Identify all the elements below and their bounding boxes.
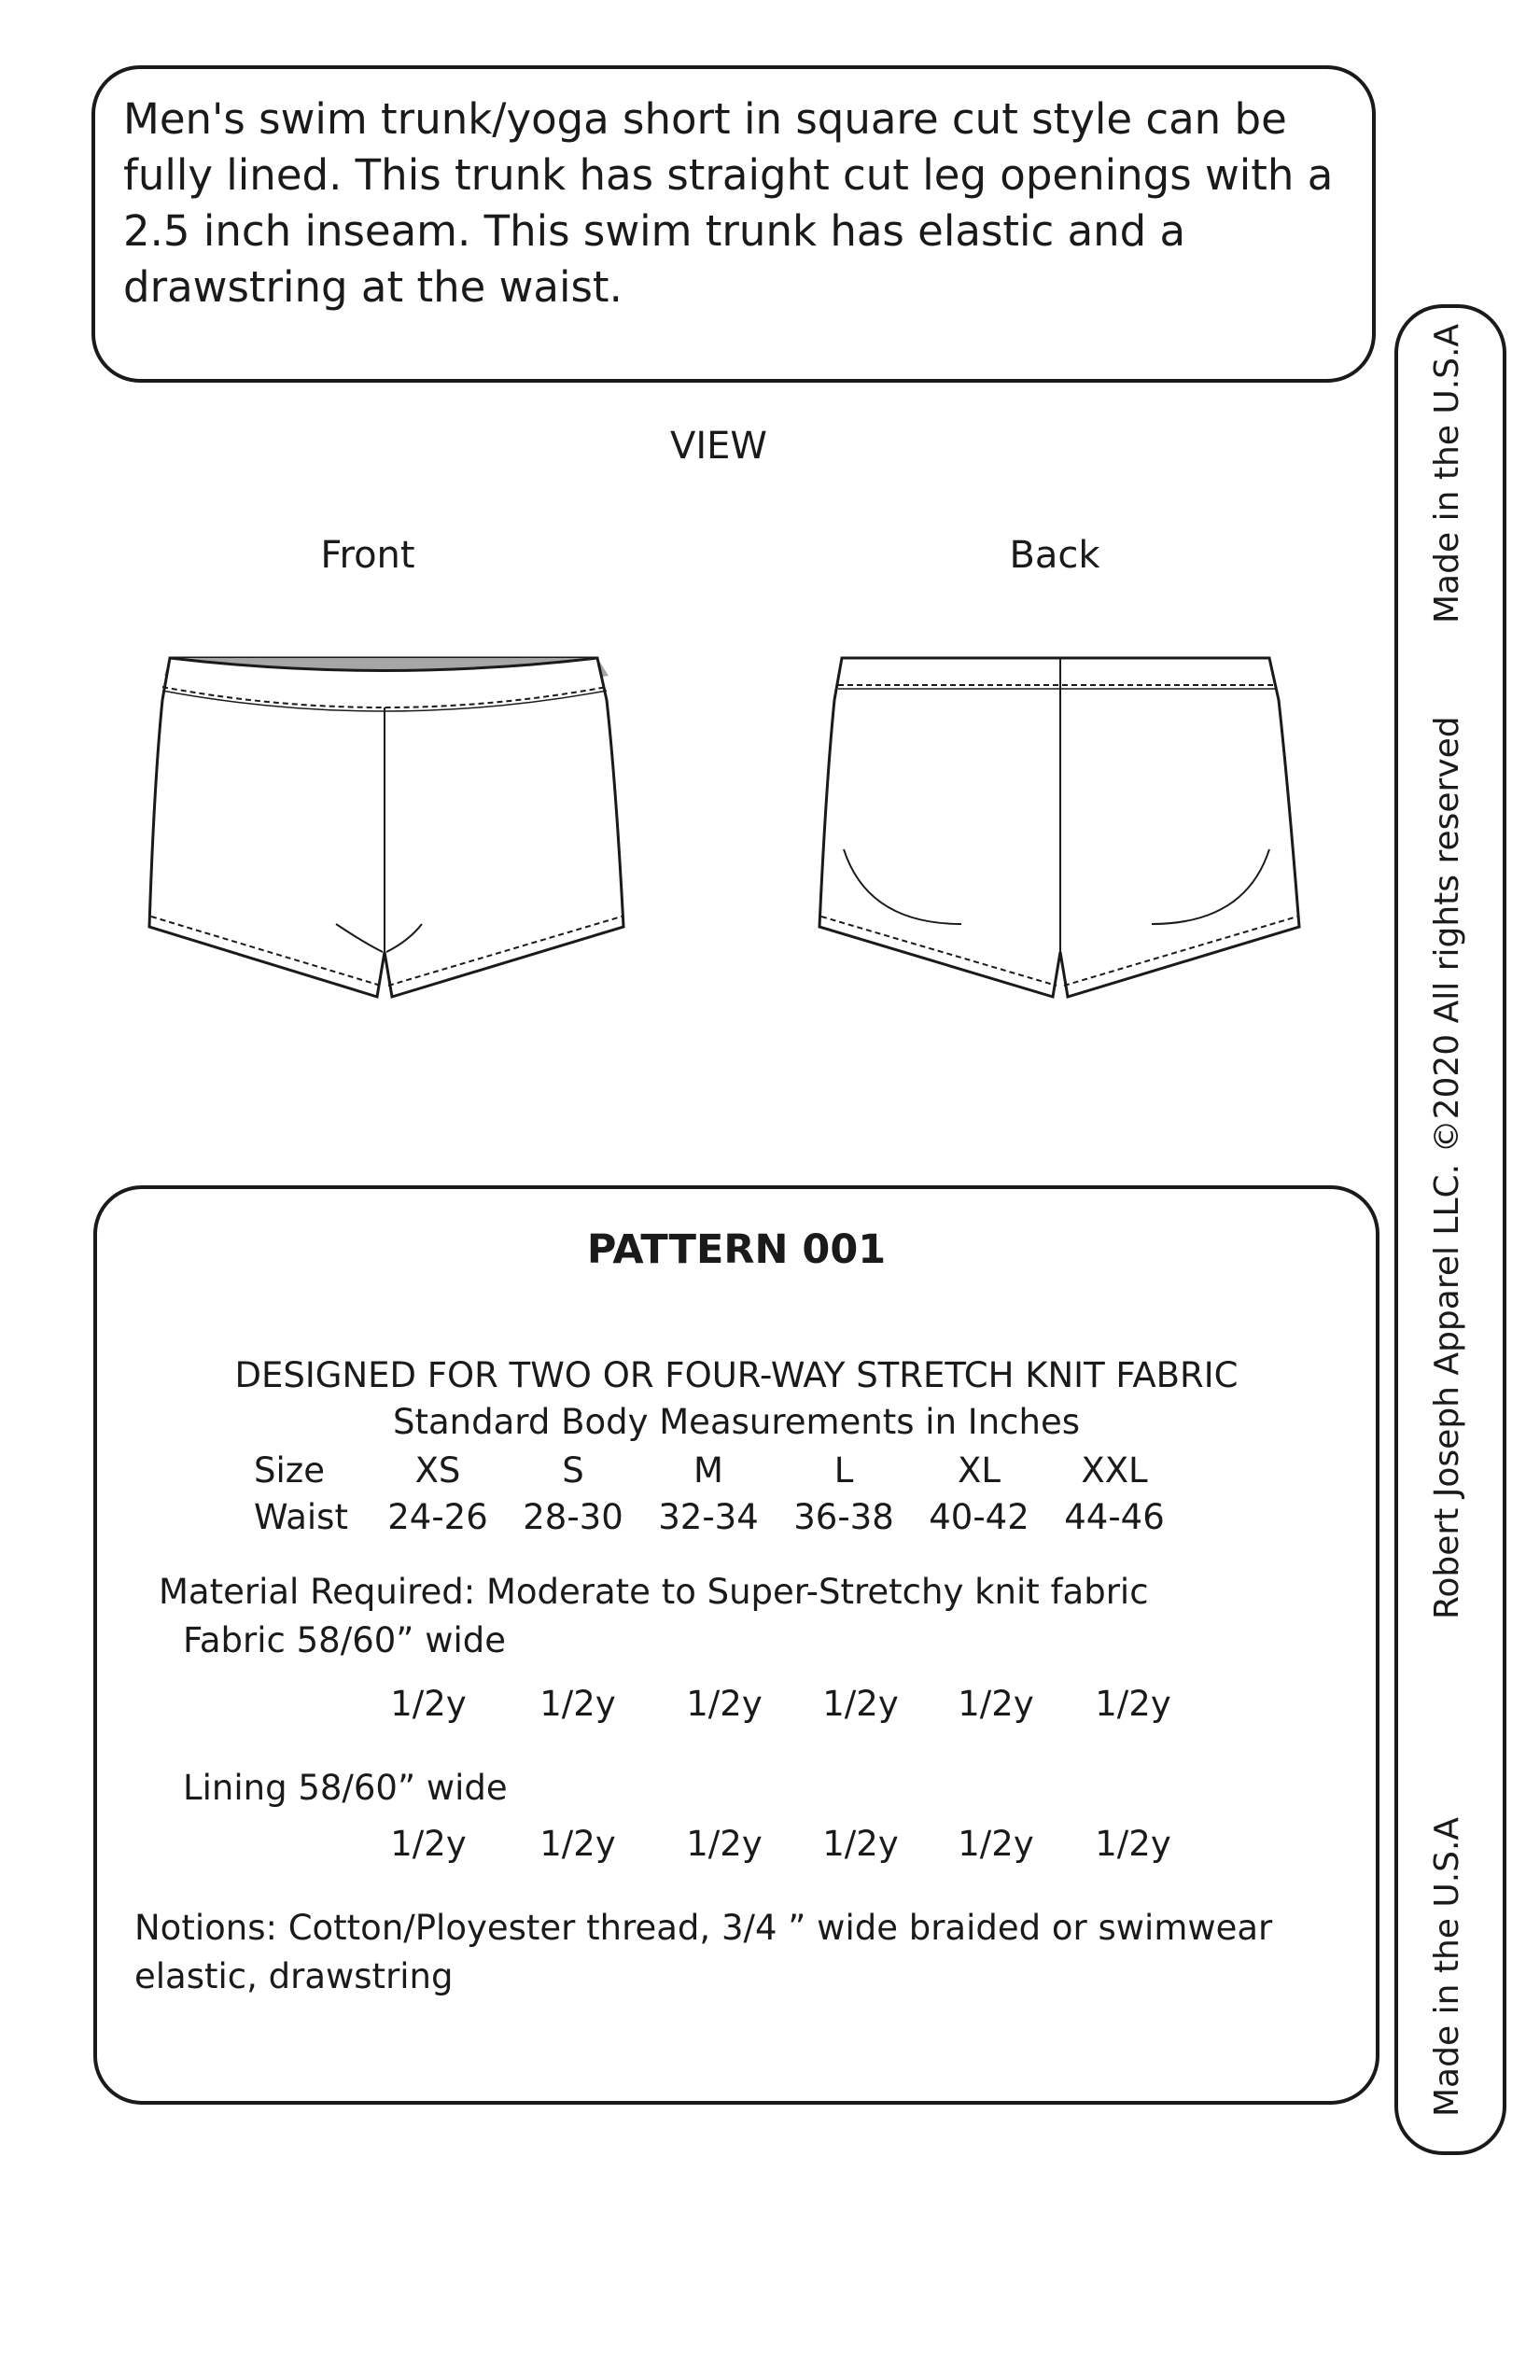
- lining-width-label: Lining 58/60” wide: [183, 1768, 508, 1808]
- waist-cell: 40-42: [929, 1497, 1029, 1537]
- waist-row: [97, 1497, 1376, 1544]
- made-in-usa-bottom: Made in the U.S.A: [1428, 1816, 1466, 2117]
- lining-yardage-cell: 1/2y: [958, 1824, 1034, 1864]
- front-view-drawing: [112, 644, 635, 1017]
- lining-yardage-cell: 1/2y: [1095, 1824, 1171, 1864]
- fabric-yardage-cell: 1/2y: [539, 1684, 616, 1724]
- description-box: [91, 65, 1376, 383]
- pattern-title: PATTERN 001: [586, 1226, 887, 1273]
- fabric-yardage-cell: 1/2y: [822, 1684, 899, 1724]
- waist-cell: 44-46: [1064, 1497, 1165, 1537]
- front-view-label: Front: [320, 534, 415, 577]
- waist-cell: 32-34: [658, 1497, 759, 1537]
- back-view-drawing: [803, 644, 1325, 1017]
- made-in-usa-top: Made in the U.S.A: [1428, 323, 1466, 623]
- description-text: Men's swim trunk/yoga short in square cut style can be fully lined. This trunk has straight cut leg openings with a 2.5 inch inseam. This swim trunk has elastic and a drawstring at the waist.: [123, 94, 1334, 312]
- waist-cell: 24-26: [387, 1497, 488, 1537]
- copyright-notice: Robert Joseph Apparel LLC. ©2020 All rights reserved: [1428, 716, 1466, 1619]
- waist-cell: 36-38: [793, 1497, 894, 1537]
- lining-yardage-cell: 1/2y: [822, 1824, 899, 1864]
- lining-yardage-row: [97, 1824, 1376, 1870]
- pattern-info-box: [93, 1185, 1379, 2105]
- lining-yardage-cell: 1/2y: [539, 1824, 616, 1864]
- size-cell: XL: [958, 1450, 1001, 1491]
- size-cell: M: [693, 1450, 723, 1491]
- lining-yardage-cell: 1/2y: [686, 1824, 763, 1864]
- fabric-yardage-cell: 1/2y: [958, 1684, 1034, 1724]
- designed-for-text: DESIGNED FOR TWO OR FOUR-WAY STRETCH KNIT FABRIC: [234, 1355, 1239, 1395]
- size-cell: XS: [414, 1450, 461, 1491]
- fabric-yardage-cell: 1/2y: [686, 1684, 763, 1724]
- waist-cell: 28-30: [523, 1497, 623, 1537]
- measurements-title: Standard Body Measurements in Inches: [393, 1402, 1080, 1442]
- size-row: [97, 1450, 1376, 1497]
- material-required-text: Material Required: Moderate to Super-Stretchy knit fabric: [159, 1572, 1149, 1612]
- fabric-yardage-cell: 1/2y: [1095, 1684, 1171, 1724]
- size-cell: L: [833, 1450, 854, 1491]
- fabric-yardage-row: [97, 1684, 1376, 1730]
- notions-text: Notions: Cotton/Ployester thread, 3/4 ” wide braided or swimwear elastic, drawstring: [134, 1908, 1273, 1996]
- lining-yardage-cell: 1/2y: [390, 1824, 467, 1864]
- waist-header: Waist: [254, 1497, 348, 1537]
- fabric-yardage-cell: 1/2y: [390, 1684, 467, 1724]
- size-header: Size: [254, 1450, 325, 1491]
- size-cell: S: [562, 1450, 584, 1491]
- fabric-width-label: Fabric 58/60” wide: [183, 1620, 506, 1660]
- size-cell: XXL: [1081, 1450, 1148, 1491]
- view-heading: VIEW: [670, 425, 767, 468]
- back-view-label: Back: [1009, 534, 1100, 577]
